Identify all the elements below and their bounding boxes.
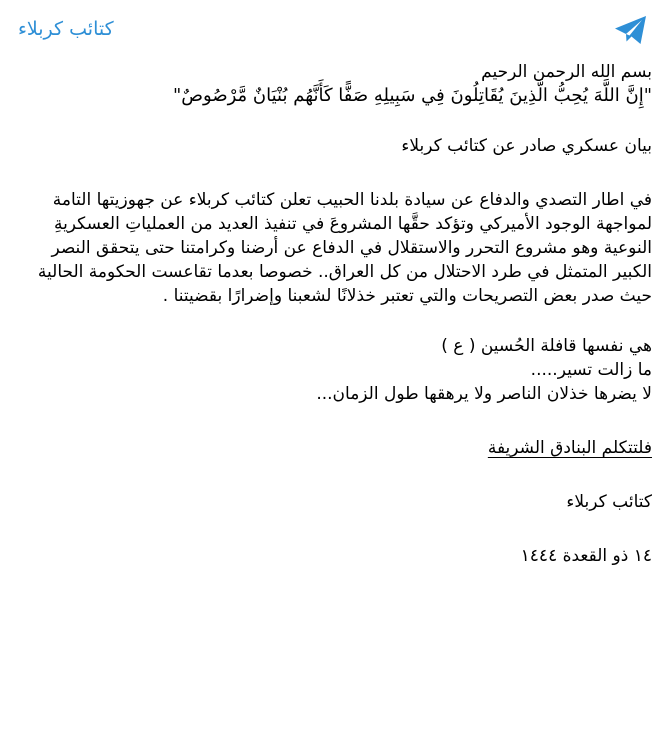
basmala: بسم الله الرحمن الرحيم: [481, 62, 652, 82]
statement-heading: بيان عسكري صادر عن كتائب كربلاء: [401, 136, 652, 156]
message-body: [18, 60, 652, 568]
date: ١٤ ذو القعدة ١٤٤٤: [520, 546, 652, 566]
signature: كتائب كربلاء: [566, 492, 652, 512]
quran-verse: "إِنَّ اللَّهَ يُحِبُّ الَّذِينَ يُقَاتِلُونَ فِي سَبِيلِهِ صَفًّا كَأَنَّهُم بُنْيَانٌ مَّرْصُوصٌ": [173, 85, 652, 106]
caravan-line: هي نفسها قافلة الحُسين ( ع ): [441, 336, 652, 356]
slogan: فلتتكلم البنادق الشريفة: [487, 438, 652, 458]
channel-name[interactable]: كتائب كربلاء: [18, 18, 114, 40]
telegram-plane-icon[interactable]: [614, 14, 648, 46]
still-marching-line: ما زالت تسير.....: [530, 360, 652, 380]
channel-header: [18, 14, 648, 48]
endurance-line: لا يضرها خذلان الناصر ولا يرهقها طول الزمان...: [316, 384, 652, 404]
statement-paragraph: في اطار التصدي والدفاع عن سيادة بلدنا الحبيب تعلن كتائب كربلاء عن جهوزيتها التامة لمواجهة الوجود الأميركي وتؤكد حقَّها المشروعَ في تنفيذ العديد من العملياتِ العسكريةِ النوعية وهو مشروع التحرر والاستقلال في الدفاع عن أرضنا وكرامتنا حتى يتحقق النصر الكبير المتمثل في طرد الاحتلال من كل العراق.. خصوصا بعدما تقاعست الحكومة الحالية حيث صدر بعض التصريحات والتي تعتبر خذلانًا لشعبنا وإضرارًا بقضيتنا .: [37, 190, 652, 306]
